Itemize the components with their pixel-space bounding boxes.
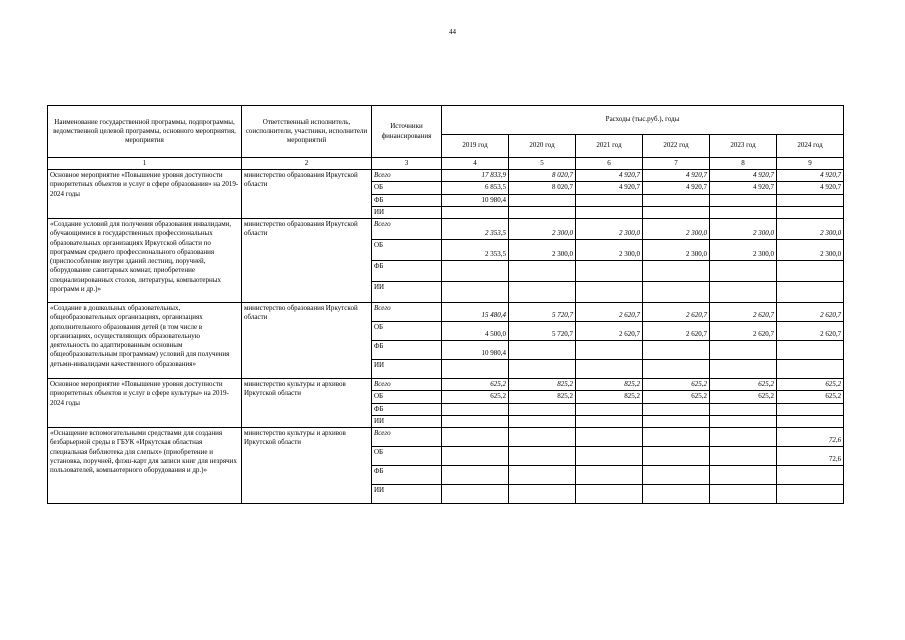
expense-value: 2 300,0	[777, 219, 844, 240]
expense-value	[777, 466, 844, 485]
funding-source: ОБ	[372, 182, 442, 194]
expense-value: 4 920,7	[643, 182, 710, 194]
column-number: 4	[442, 158, 509, 170]
funding-source: ИИ	[372, 485, 442, 504]
expense-value	[777, 485, 844, 504]
responsible-executor: министерство образования Иркутской области	[242, 303, 372, 379]
expense-value	[710, 261, 777, 282]
expense-value: 2 300,0	[509, 219, 576, 240]
expense-value: 4 500,0	[442, 322, 509, 341]
expense-value: 4 920,7	[576, 182, 643, 194]
expense-value	[442, 261, 509, 282]
expense-value: 72,6	[777, 428, 844, 447]
expense-value	[710, 403, 777, 415]
expense-value: 4 920,7	[643, 170, 710, 182]
expense-value: 825,2	[509, 391, 576, 403]
expense-value: 4 920,7	[777, 182, 844, 194]
expense-value	[777, 360, 844, 379]
expense-value	[442, 206, 509, 218]
header-year: 2019 год	[442, 135, 509, 158]
funding-source: Всего	[372, 170, 442, 182]
expense-value: 15 480,4	[442, 303, 509, 322]
column-number: 9	[777, 158, 844, 170]
table-row	[48, 170, 844, 182]
funding-source: Всего	[372, 379, 442, 391]
expense-value: 2 620,7	[777, 322, 844, 341]
expense-value: 625,2	[710, 379, 777, 391]
expense-value	[442, 466, 509, 485]
funding-source: ИИ	[372, 282, 442, 303]
funding-source: Всего	[372, 219, 442, 240]
expense-value	[710, 428, 777, 447]
expense-value	[710, 447, 777, 466]
expense-value: 2 300,0	[576, 240, 643, 261]
expense-value	[576, 466, 643, 485]
expense-value	[576, 261, 643, 282]
expense-value	[576, 447, 643, 466]
expense-value	[710, 206, 777, 218]
column-number: 7	[643, 158, 710, 170]
expense-value	[576, 206, 643, 218]
expense-value	[777, 341, 844, 360]
expense-value: 8 020,7	[509, 170, 576, 182]
column-number: 6	[576, 158, 643, 170]
expense-value: 8 020,7	[509, 182, 576, 194]
activity-name: Основное мероприятие «Повышение уровня доступности приоритетных объектов и услуг в сфере культуры» на 2019-2024 годы	[48, 379, 242, 428]
expense-value: 2 620,7	[643, 303, 710, 322]
responsible-executor: министерство образования Иркутской области	[242, 219, 372, 303]
expense-value: 72,6	[777, 447, 844, 466]
header-year: 2022 год	[643, 135, 710, 158]
header-name: Наименование государственной программы, подпрограммы, ведомственной целевой программы, основного мероприятия, мероприятия	[48, 106, 242, 158]
funding-source: ИИ	[372, 360, 442, 379]
expense-value	[777, 403, 844, 415]
expense-value: 4 920,7	[710, 170, 777, 182]
expense-value: 825,2	[576, 391, 643, 403]
expense-value: 2 620,7	[576, 322, 643, 341]
expense-value	[643, 341, 710, 360]
funding-source: ФБ	[372, 341, 442, 360]
expense-value	[442, 360, 509, 379]
page-number: 44	[449, 28, 456, 36]
expense-value	[509, 466, 576, 485]
expense-value	[643, 194, 710, 206]
expense-value	[643, 485, 710, 504]
column-number: 3	[372, 158, 442, 170]
activity-name: «Создание условий для получения образования инвалидами, обучающимися в государственных профессиональных образовательных организациях Иркутской области по программам среднего профессионального образования (приспособление внутри зданий лестниц, поручней, оборудование санитарных комнат, приобретение специализированных столов, литературы, компьютерных программ и др.)»	[48, 219, 242, 303]
expense-value: 2 620,7	[710, 322, 777, 341]
expense-value	[509, 415, 576, 427]
expense-value: 10 980,4	[442, 341, 509, 360]
expense-value	[576, 194, 643, 206]
expense-value	[643, 466, 710, 485]
responsible-executor: министерство культуры и архивов Иркутской области	[242, 379, 372, 428]
header-year: 2024 год	[777, 135, 844, 158]
expense-value	[643, 415, 710, 427]
funding-source: ФБ	[372, 403, 442, 415]
expense-value	[509, 341, 576, 360]
expense-value	[576, 341, 643, 360]
header-year: 2021 год	[576, 135, 643, 158]
funding-source: ИИ	[372, 206, 442, 218]
funding-source: Всего	[372, 428, 442, 447]
table-row	[48, 303, 844, 322]
expense-value: 2 620,7	[710, 303, 777, 322]
expense-value	[509, 194, 576, 206]
expense-value: 625,2	[442, 379, 509, 391]
expense-value	[509, 485, 576, 504]
expense-value	[576, 282, 643, 303]
expense-value	[710, 485, 777, 504]
expense-value: 625,2	[777, 379, 844, 391]
expense-value	[777, 282, 844, 303]
table-body	[48, 170, 844, 504]
expense-value	[777, 206, 844, 218]
expense-value	[643, 447, 710, 466]
expense-value	[442, 403, 509, 415]
expense-value: 2 300,0	[710, 240, 777, 261]
expense-value	[710, 282, 777, 303]
expense-value	[442, 428, 509, 447]
expense-value: 2 353,5	[442, 219, 509, 240]
expense-value: 625,2	[777, 391, 844, 403]
expense-value: 17 833,9	[442, 170, 509, 182]
header-year: 2020 год	[509, 135, 576, 158]
expense-value: 2 300,0	[576, 219, 643, 240]
expense-value	[442, 485, 509, 504]
expense-value: 2 300,0	[643, 240, 710, 261]
expense-value: 625,2	[643, 391, 710, 403]
expense-value: 2 620,7	[643, 322, 710, 341]
expense-value	[777, 261, 844, 282]
expense-value: 2 353,5	[442, 240, 509, 261]
funding-source: ФБ	[372, 194, 442, 206]
responsible-executor: министерство культуры и архивов Иркутской области	[242, 428, 372, 504]
expense-value	[710, 341, 777, 360]
activity-name: «Оснащение вспомогательными средствами для создания безбарьерной среды в ГБУК «Иркутская областная специальная библиотека для слепых» (приобретение и установка, поручней, флэш-карт для записи книг для незрячих пользователей, компьютерного оборудования и др.)»	[48, 428, 242, 504]
expense-value: 625,2	[710, 391, 777, 403]
expense-value	[442, 415, 509, 427]
table-row	[48, 219, 844, 240]
expense-value	[777, 415, 844, 427]
expense-value	[509, 206, 576, 218]
expense-value	[442, 447, 509, 466]
header-source: Источники финансирования	[372, 106, 442, 158]
responsible-executor: министерство образования Иркутской области	[242, 170, 372, 219]
funding-source: Всего	[372, 303, 442, 322]
expense-value	[643, 428, 710, 447]
expense-value	[710, 466, 777, 485]
expense-value: 2 300,0	[643, 219, 710, 240]
expense-value	[509, 282, 576, 303]
expense-value	[643, 206, 710, 218]
header-expenses: Расходы (тыс.руб.), годы	[442, 106, 844, 135]
expense-value: 6 853,5	[442, 182, 509, 194]
expense-value: 2 620,7	[576, 303, 643, 322]
budget-table	[47, 105, 844, 504]
expense-value	[442, 282, 509, 303]
activity-name: «Создание в дошкольных образовательных, общеобразовательных организациях, организациях дополнительного образования детей (в том числе в организациях, осуществляющих образовательную деятельность по адаптированным основным общеобразовательным программам) условий для получения детьми-инвалидами качественного образования»	[48, 303, 242, 379]
expense-value: 825,2	[576, 379, 643, 391]
expense-value: 2 300,0	[777, 240, 844, 261]
table-row	[48, 379, 844, 391]
expense-value	[576, 415, 643, 427]
expense-value	[576, 485, 643, 504]
funding-source: ОБ	[372, 322, 442, 341]
funding-source: ФБ	[372, 261, 442, 282]
funding-source: ОБ	[372, 240, 442, 261]
expense-value	[576, 360, 643, 379]
expense-value	[509, 428, 576, 447]
header-year: 2023 год	[710, 135, 777, 158]
expense-value: 4 920,7	[710, 182, 777, 194]
expense-value: 10 980,4	[442, 194, 509, 206]
column-number: 1	[48, 158, 242, 170]
expense-value	[643, 403, 710, 415]
expense-value: 825,2	[509, 379, 576, 391]
expense-value: 625,2	[442, 391, 509, 403]
expense-value	[509, 403, 576, 415]
expense-value	[576, 428, 643, 447]
expense-value	[710, 415, 777, 427]
table-row	[48, 428, 844, 447]
expense-value	[643, 360, 710, 379]
expense-value: 4 920,7	[777, 170, 844, 182]
expense-value	[509, 261, 576, 282]
activity-name: Основное мероприятие «Повышение уровня доступности приоритетных объектов и услуг в сфере образования» на 2019-2024 годы	[48, 170, 242, 219]
expense-value	[643, 282, 710, 303]
column-number: 8	[710, 158, 777, 170]
expense-value: 5 720,7	[509, 303, 576, 322]
expense-value	[509, 360, 576, 379]
expense-value	[509, 447, 576, 466]
column-number: 5	[509, 158, 576, 170]
header-responsible: Ответственный исполнитель, соисполнители, участники, исполнители мероприятий	[242, 106, 372, 158]
expense-value: 4 920,7	[576, 170, 643, 182]
expense-value	[710, 194, 777, 206]
expense-value: 5 720,7	[509, 322, 576, 341]
expense-value	[643, 261, 710, 282]
expense-value	[576, 403, 643, 415]
expense-value: 2 620,7	[777, 303, 844, 322]
column-number: 2	[242, 158, 372, 170]
expense-value: 2 300,0	[509, 240, 576, 261]
funding-source: ОБ	[372, 447, 442, 466]
expense-value: 625,2	[643, 379, 710, 391]
funding-source: ИИ	[372, 415, 442, 427]
expense-value: 2 300,0	[710, 219, 777, 240]
expense-value	[777, 194, 844, 206]
funding-source: ФБ	[372, 466, 442, 485]
expense-value	[710, 360, 777, 379]
funding-source: ОБ	[372, 391, 442, 403]
